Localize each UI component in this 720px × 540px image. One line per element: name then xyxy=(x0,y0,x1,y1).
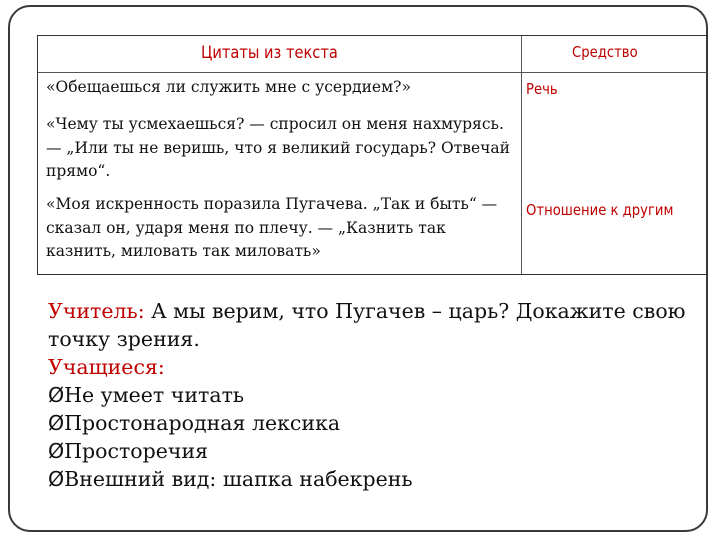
header-means: Средство xyxy=(572,43,638,61)
teacher-line xyxy=(48,297,688,353)
arrow-bullet-icon: Ø xyxy=(48,439,65,463)
table-row-quote: «Чему ты усмехаешься? — спросил он меня нахмурясь. — „Или ты не веришь, что я великий государь? Отвечай прямо“. xyxy=(46,115,510,180)
table-row-means: Отношение к другим xyxy=(526,201,674,219)
list-item xyxy=(48,465,688,493)
table-row-means: Речь xyxy=(526,80,558,98)
teacher-label: Учитель: xyxy=(48,299,145,323)
list-item xyxy=(48,409,688,437)
arrow-bullet-icon: Ø xyxy=(48,411,65,435)
table-row-quote: «Обещаешься ли служить мне с усердием?» xyxy=(46,78,411,96)
students-label: Учащиеся: xyxy=(48,355,165,379)
header-divider xyxy=(38,72,707,73)
list-item xyxy=(48,381,688,409)
teacher-text: А мы верим, что Пугачев – царь? Докажите свою точку зрения. xyxy=(48,299,686,351)
list-item xyxy=(48,437,688,465)
arrow-bullet-icon: Ø xyxy=(48,467,65,491)
header-quotes: Цитаты из текста xyxy=(201,43,338,63)
arrow-bullet-icon: Ø xyxy=(48,383,65,407)
bullet-text: Внешний вид: шапка набекрень xyxy=(64,467,413,491)
bullet-text: Просторечия xyxy=(64,439,209,463)
bullet-text: Простонародная лексика xyxy=(64,411,341,435)
quotes-table xyxy=(37,35,708,275)
table-row-quote: «Моя искренность поразила Пугачева. „Так и быть“ — сказал он, ударя меня по плечу. — „Казнить так казнить, миловать так миловать» xyxy=(46,195,498,260)
dialog-block xyxy=(48,297,688,493)
bullet-text: Не умеет читать xyxy=(64,383,245,407)
